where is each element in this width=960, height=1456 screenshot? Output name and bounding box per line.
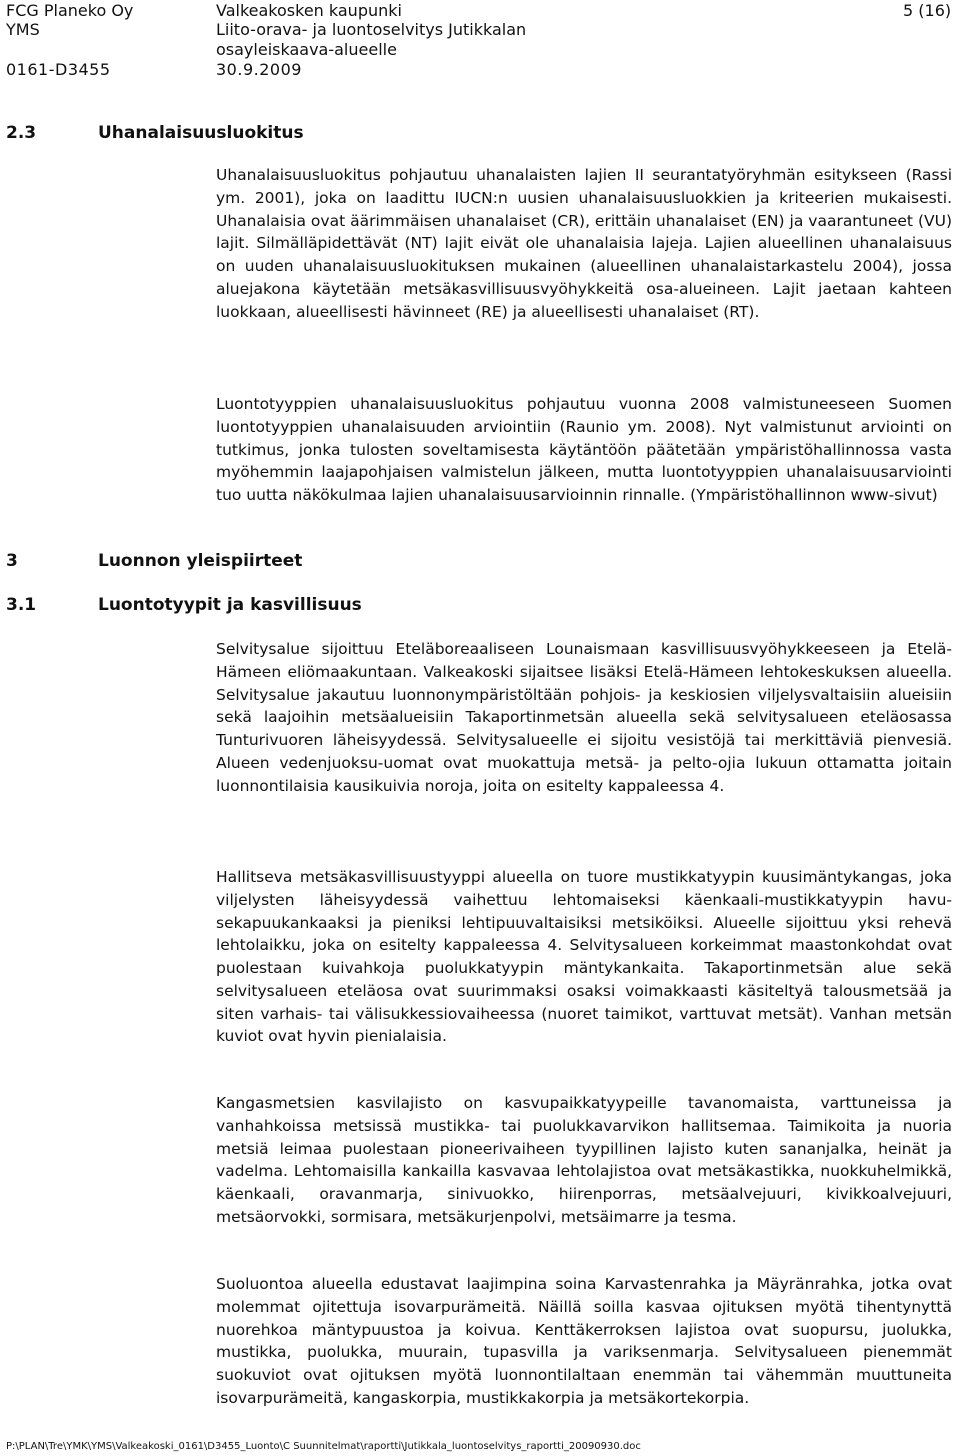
header-title-line2: osayleiskaava-alueelle [216, 40, 397, 59]
uhanalaisuus-paragraph-1: Uhanalaisuusluokitus pohjautuu uhanalaisten lajien II seurantatyöryhmän esitykseen (Rassi ym. 2001), joka on laadittu IUCN:n uusien uhanalaisuusluokkien ja kriteerien mukaisesti. Uhanalaisia ovat äärimmäisen uhanalaiset (CR), erittäin uhanalaiset (EN) ja vaarantuneet (VU) lajit. Silmälläpidettävät (NT) lajit eivät ole uhanalaisia lajeja. Lajien alueellinen uhanalaisuus on uuden uhanalaisuusluokituksen mukainen (alueellinen uhanalaistarkastelu 2004), jossa aluejakona käytetään metsäkasvillisuusvyöhykkeitä osa-alueineen. Lajit jaetaan kahteen luokkaan, alueellisesti hävinneet (RE) ja alueellisesti uhanalaiset (RT). [216, 166, 952, 321]
header-title-line1: Liito-orava- ja luontoselvitys Jutikkalan [216, 20, 527, 39]
header-company-short: YMS [6, 20, 40, 39]
section-number: 3.1 [6, 595, 37, 615]
luonto-paragraph-2: Hallitseva metsäkasvillisuustyyppi alueella on tuore mustikkatyypin kuusimäntykangas, joka viljelysten läheisyydessä vaihettuu lehtomaiseksi käenkaali-mustikkatyypin havu-sekapuukankaaksi ja pieniksi lehtipuuvaltaisiksi metsiköiksi. Alueelle sijoittuu yksi rehevä lehtolaikku, joka on esitelty kappaleessa 4. Selvitysalueen korkeimmat maastonkohdat ovat puolestaan kuivahkoja puolukkatyypin mäntykankaita. Takaportinmetsän alue sekä selvitysalueen eteläosa ovat suurimmaksi osaksi voimakkaasti käsiteltyä talousmetsää ja siten varhais- tai välisukkessiovaiheessa (nuoret taimikot, varttuvat metsät). Vanhan metsän kuviot ovat hyvin pienialaisia. [216, 868, 952, 1046]
luonto-paragraph-4: Suoluontoa alueella edustavat laajimpina soina Karvastenrahka ja Mäyränrahka, jotka ovat molemmat ojitettuja isovarpurämeitä. Näillä soilla kasvaa ojituksen myötä tihentynyttä nuorehkoa mäntypuustoa ja koivua. Kenttäkerroksen lajistoa ovat suopursu, juolukka, mustikka, puolukka, muurain, tupasvilla ja variksenmarja. Selvitysalueen pienemmät suokuviot ovat ojituksen myötä luonnontilaltaan enemmän tai vähemmän muuttuneita isovarpurämeitä, kangaskorpia, mustikkakorpia ja metsäkortekorpia. [216, 1275, 952, 1407]
section-3-heading [6, 550, 302, 572]
section-3-1-heading [6, 594, 362, 616]
section-2-3-heading [6, 122, 304, 144]
header-client: Valkeakosken kaupunki [216, 1, 402, 20]
section-title: Luontotyypit ja kasvillisuus [98, 595, 362, 615]
header-project-code: 0161-D3455 [6, 60, 111, 79]
uhanalaisuus-paragraph-2: Luontotyyppien uhanalaisuusluokitus pohjautuu vuonna 2008 valmistuneeseen Suomen luontotyyppien uhanalaisuuden arviointiin (Raunio ym. 2008). Nyt valmistunut arviointi on tutkimus, jonka tulosten soveltamisesta käytäntöön päätetään ympäristöhallinnossa vasta myöhemmin laajapohjaisen valmistelun jälkeen, mutta luontotyyppien uhanalaisuusarviointi tuo uutta näkökulmaa lajien uhanalaisuusarvioinnin rinnalle. (Ympäristöhallinnon www-sivut) [216, 395, 952, 504]
header-page-number: 5 (16) [903, 1, 952, 20]
luonto-paragraph-3: Kangasmetsien kasvilajisto on kasvupaikkatyypeille tavanomaista, varttuneissa ja vanhahkoissa metsissä mustikka- tai puolukkavarvikon hallitsemaa. Taimikoita ja nuoria metsiä leimaa puolestaan pioneerivaiheen tyypillinen lajisto kuten sananjalka, heinät ja vadelma. Lehtomaisilla kankailla kasvavaa lehtolajistoa ovat metsäkastikka, nuokkuhelmikkä, käenkaali, oravanmarja, sinivuokko, hiirenporras, metsäalvejuuri, kivikkoalvejuuri, metsäorvokki, sormisara, metsäkurjenpolvi, metsäimarre ja tesma. [216, 1094, 952, 1226]
header-company: FCG Planeko Oy [6, 1, 134, 20]
footer-file-path: P:\PLAN\Tre\YMK\YMS\Valkeakoski_0161\D3455_Luonto\C Suunnitelmat\raportti\Jutikkala_luontoselvitys_raportti_20090930.doc [6, 1441, 641, 1452]
header-date: 30.9.2009 [216, 60, 302, 79]
section-title: Uhanalaisuusluokitus [98, 123, 304, 143]
section-number: 2.3 [6, 123, 37, 143]
luonto-paragraph-1: Selvitysalue sijoittuu Eteläboreaaliseen Lounaismaan kasvillisuusvyöhykkeeseen ja Etelä-Hämeen eliömaakuntaan. Valkeakoski sijaitsee lisäksi Etelä-Hämeen lehtokeskuksen alueella. Selvitysalue jakautuu luonnonympäristöltään pohjois- ja keskiosien viljelysvaltaisiin alueisiin sekä laajoihin metsäalueisiin Takaportinmetsän alueella sekä selvitysalueen eteläosassa Tunturivuoren läheisyydessä. Selvitysalueelle ei sijoitu vesistöjä tai merkittäviä pienvesiä. Alueen vedenjuoksu-uomat ovat muokattuja metsä- ja pelto-ojia lukuun ottamatta joitain luonnontilaisia kausikuivia noroja, joita on esitelty kappaleessa 4. [216, 640, 952, 795]
section-title: Luonnon yleispiirteet [98, 551, 303, 571]
section-number: 3 [6, 551, 18, 571]
